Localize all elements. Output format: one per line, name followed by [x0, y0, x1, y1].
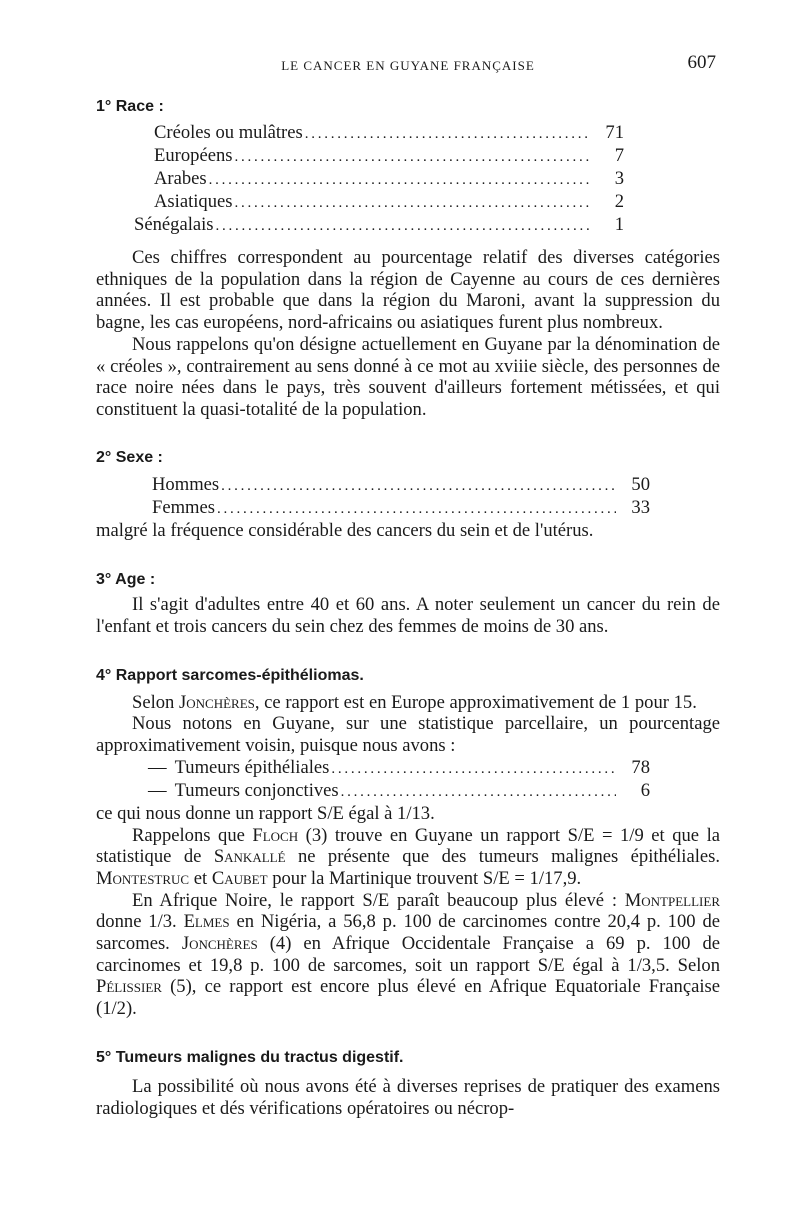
author-name: Jonchères	[181, 933, 258, 955]
list-item-label: Tumeurs conjonctives	[174, 779, 339, 801]
paragraph: Nous notons en Guyane, sur une statistique parcellaire, un pourcentage approximativement voisin, puisque nous avons :	[96, 713, 720, 757]
list-item-label: Asiatiques	[154, 191, 233, 212]
dot-leader	[209, 168, 590, 191]
text-run: , ce rapport est en Europe approximativement de 1 pour 15.	[254, 691, 697, 713]
list-item-value: 3	[614, 168, 624, 189]
tumour-list	[96, 757, 720, 803]
paragraph: La possibilité où nous avons été à diverses reprises de pratiquer des examens radiologiques et dés vérifications opératoires ou nécrop-	[96, 1075, 720, 1119]
dot-leader	[331, 757, 616, 780]
race-list	[96, 122, 720, 237]
page-number: 607	[687, 52, 716, 73]
list-item-label: Hommes	[152, 473, 220, 495]
text-run: (5), ce rapport est encore plus élevé en Afrique Equatoriale Française (1/2).	[96, 976, 720, 1020]
section-heading-age: 3° Age :	[96, 571, 156, 589]
list-item	[96, 168, 720, 191]
list-item-value: 6	[640, 779, 650, 801]
author-name: Caubet	[211, 867, 268, 889]
list-item-value: 7	[614, 145, 624, 166]
section-heading-tumeurs: 5° Tumeurs malignes du tractus digestif.	[96, 1048, 404, 1066]
text-run: Rappelons que	[132, 824, 253, 846]
text-run: (4) en Afrique Occidentale Française a 69 p. 100 de carcinomes et 19,8 p. 100 de sarcomes, soit un rapport S/E égal à 1/3,5. Selon	[96, 933, 720, 976]
list-item-value: 71	[605, 122, 624, 143]
list-item-label: Femmes	[152, 496, 216, 518]
author-name: Montpellier	[624, 889, 720, 911]
author-name: Jonchères	[179, 691, 255, 713]
list-item-label: Sénégalais	[134, 214, 214, 235]
author-name: Pélissier	[96, 976, 162, 998]
list-dash: —	[148, 779, 167, 801]
list-item-value: 78	[631, 756, 650, 778]
paragraph: Il s'agit d'adultes entre 40 et 60 ans. A noter seulement un cancer du rein de l'enfant et trois cancers du sein chez des femmes de moins de 30 ans.	[96, 594, 720, 638]
paragraph: Nous rappelons qu'on désigne actuellement en Guyane par la dénomination de « créoles », contrairement au sens donné à ce mot au xviiie siècle, des personnes de race noire nées dans le pays, très souvent d'ailleurs fortement métissées, et qui constituent la quasi-totalité de la population.	[96, 333, 720, 420]
running-title: LE CANCER EN GUYANE FRANÇAISE	[281, 58, 535, 73]
section-heading-race: 1° Race :	[96, 98, 164, 115]
text-run: ne présente que des tumeurs malignes épithéliales.	[285, 846, 720, 868]
list-item-value: 50	[631, 473, 650, 495]
dot-leader	[216, 214, 590, 237]
list-item	[96, 145, 720, 168]
dot-leader	[221, 474, 616, 497]
list-item-label: Européens	[154, 145, 233, 166]
text-run: et	[189, 867, 212, 889]
section-heading-rapport: 4° Rapport sarcomes-épithéliomas.	[96, 666, 364, 684]
author-name: Floch	[252, 824, 299, 846]
paragraph: Ces chiffres correspondent au pourcentage relatif des diverses catégories ethniques de la population dans la région de Cayenne au cours de ces dernières années. Il est probable que dans la région du Maroni, avant la suppression du bagne, les cas européens, nord-africains ou asiatiques furent plus nombreux.	[96, 247, 720, 334]
dot-leader	[305, 122, 590, 145]
text-run: pour la Martinique trouvent S/E = 1/17,9.	[267, 867, 582, 889]
dot-leader	[217, 497, 616, 520]
text-run: (3) trouve en Guyane un rapport S/E = 1/9 et que la statistique de	[96, 824, 721, 868]
list-item-value: 1	[614, 214, 624, 235]
paragraph	[96, 825, 720, 890]
dot-leader	[341, 780, 616, 803]
list-item-value: 2	[614, 191, 624, 212]
author-name: Elmes	[183, 911, 230, 933]
list-item	[96, 122, 720, 145]
text-run: donne 1/3.	[96, 911, 184, 933]
author-name: Montestruc	[96, 867, 190, 889]
list-item-label: Tumeurs épithéliales	[174, 756, 330, 778]
sexe-list	[96, 474, 720, 520]
list-item	[96, 757, 720, 780]
section-heading-sexe: 2° Sexe :	[96, 448, 163, 466]
list-item-value: 33	[631, 496, 650, 518]
paragraph	[96, 692, 720, 714]
page-content	[96, 95, 720, 1119]
list-item	[96, 780, 720, 803]
list-item	[96, 214, 720, 237]
list-item	[96, 191, 720, 214]
text-run: en Nigéria, a 56,8 p. 100 de carcinomes contre 20,4 p. 100 de sarcomes.	[96, 911, 720, 955]
author-name: Sankallé	[213, 846, 286, 868]
page-header	[96, 52, 720, 76]
list-item-label: Créoles ou mulâtres	[154, 122, 303, 143]
text-run: En Afrique Noire, le rapport S/E paraît beaucoup plus élevé :	[132, 889, 625, 911]
dot-leader	[234, 145, 590, 168]
text-run: Selon	[132, 691, 180, 713]
paragraph: ce qui nous donne un rapport S/E égal à 1/13.	[96, 802, 435, 824]
paragraph	[96, 890, 720, 1020]
paragraph: malgré la fréquence considérable des cancers du sein et de l'utérus.	[96, 519, 594, 541]
list-item-label: Arabes	[154, 168, 207, 189]
list-item	[96, 497, 720, 520]
list-item	[96, 474, 720, 497]
dot-leader	[235, 191, 591, 214]
list-dash: —	[148, 756, 167, 778]
